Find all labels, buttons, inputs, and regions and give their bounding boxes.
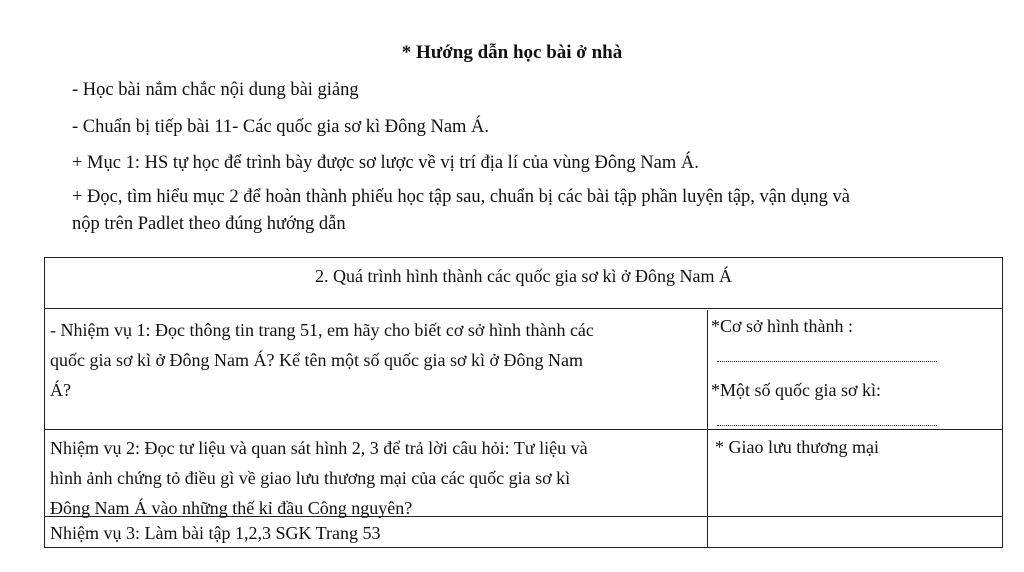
instruction-line-2: - Chuẩn bị tiếp bài 11- Các quốc gia sơ kì Đông Nam Á. <box>72 117 490 137</box>
table-divider <box>45 308 1002 309</box>
task-1-line: Á? <box>50 380 71 400</box>
page-title: * Hướng dẫn học bài ở nhà <box>401 42 623 63</box>
task-2-line: Nhiệm vụ 2: Đọc tư liệu và quan sát hình 2, 3 để trả lời câu hỏi: Tư liệu và <box>50 438 588 458</box>
task-2-text <box>50 433 705 523</box>
task-2-line: Đông Nam Á vào những thế kỉ đầu Công nguyên? <box>50 498 413 518</box>
table-column-divider <box>707 310 708 547</box>
task-3-text: Nhiệm vụ 3: Làm bài tập 1,2,3 SGK Trang 53 <box>50 523 381 543</box>
answer-blank[interactable] <box>717 425 937 426</box>
instruction-line-3: + Mục 1: HS tự học để trình bày được sơ lược về vị trí địa lí của vùng Đông Nam Á. <box>72 153 699 173</box>
answer-basis-label: *Cơ sở hình thành : <box>711 316 854 336</box>
worksheet-heading: 2. Quá trình hình thành các quốc gia sơ kì ở Đông Nam Á <box>315 266 732 286</box>
task-1-line: quốc gia sơ kì ở Đông Nam Á? Kể tên một số quốc gia sơ kì ở Đông Nam <box>50 350 583 370</box>
instruction-line-4: + Đọc, tìm hiểu mục 2 để hoàn thành phiếu học tập sau, chuẩn bị các bài tập phần luyện tập, vận dụng và <box>72 187 850 207</box>
task-1-line: - Nhiệm vụ 1: Đọc thông tin trang 51, em hãy cho biết cơ sở hình thành các <box>50 320 594 340</box>
table-divider <box>45 429 1002 430</box>
answer-blank[interactable] <box>717 361 937 362</box>
task-2-line: hình ảnh chứng tỏ điều gì về giao lưu thương mại của các quốc gia sơ kì <box>50 468 571 488</box>
answer-states-label: *Một số quốc gia sơ kì: <box>711 380 882 400</box>
instruction-line-5: nộp trên Padlet theo đúng hướng dẫn <box>72 214 346 234</box>
answer-trade-label: * Giao lưu thương mại <box>715 437 880 457</box>
worksheet-table <box>44 257 1003 548</box>
task-1-text <box>50 315 705 405</box>
instruction-line-1: - Học bài nắm chắc nội dung bài giảng <box>72 80 359 100</box>
